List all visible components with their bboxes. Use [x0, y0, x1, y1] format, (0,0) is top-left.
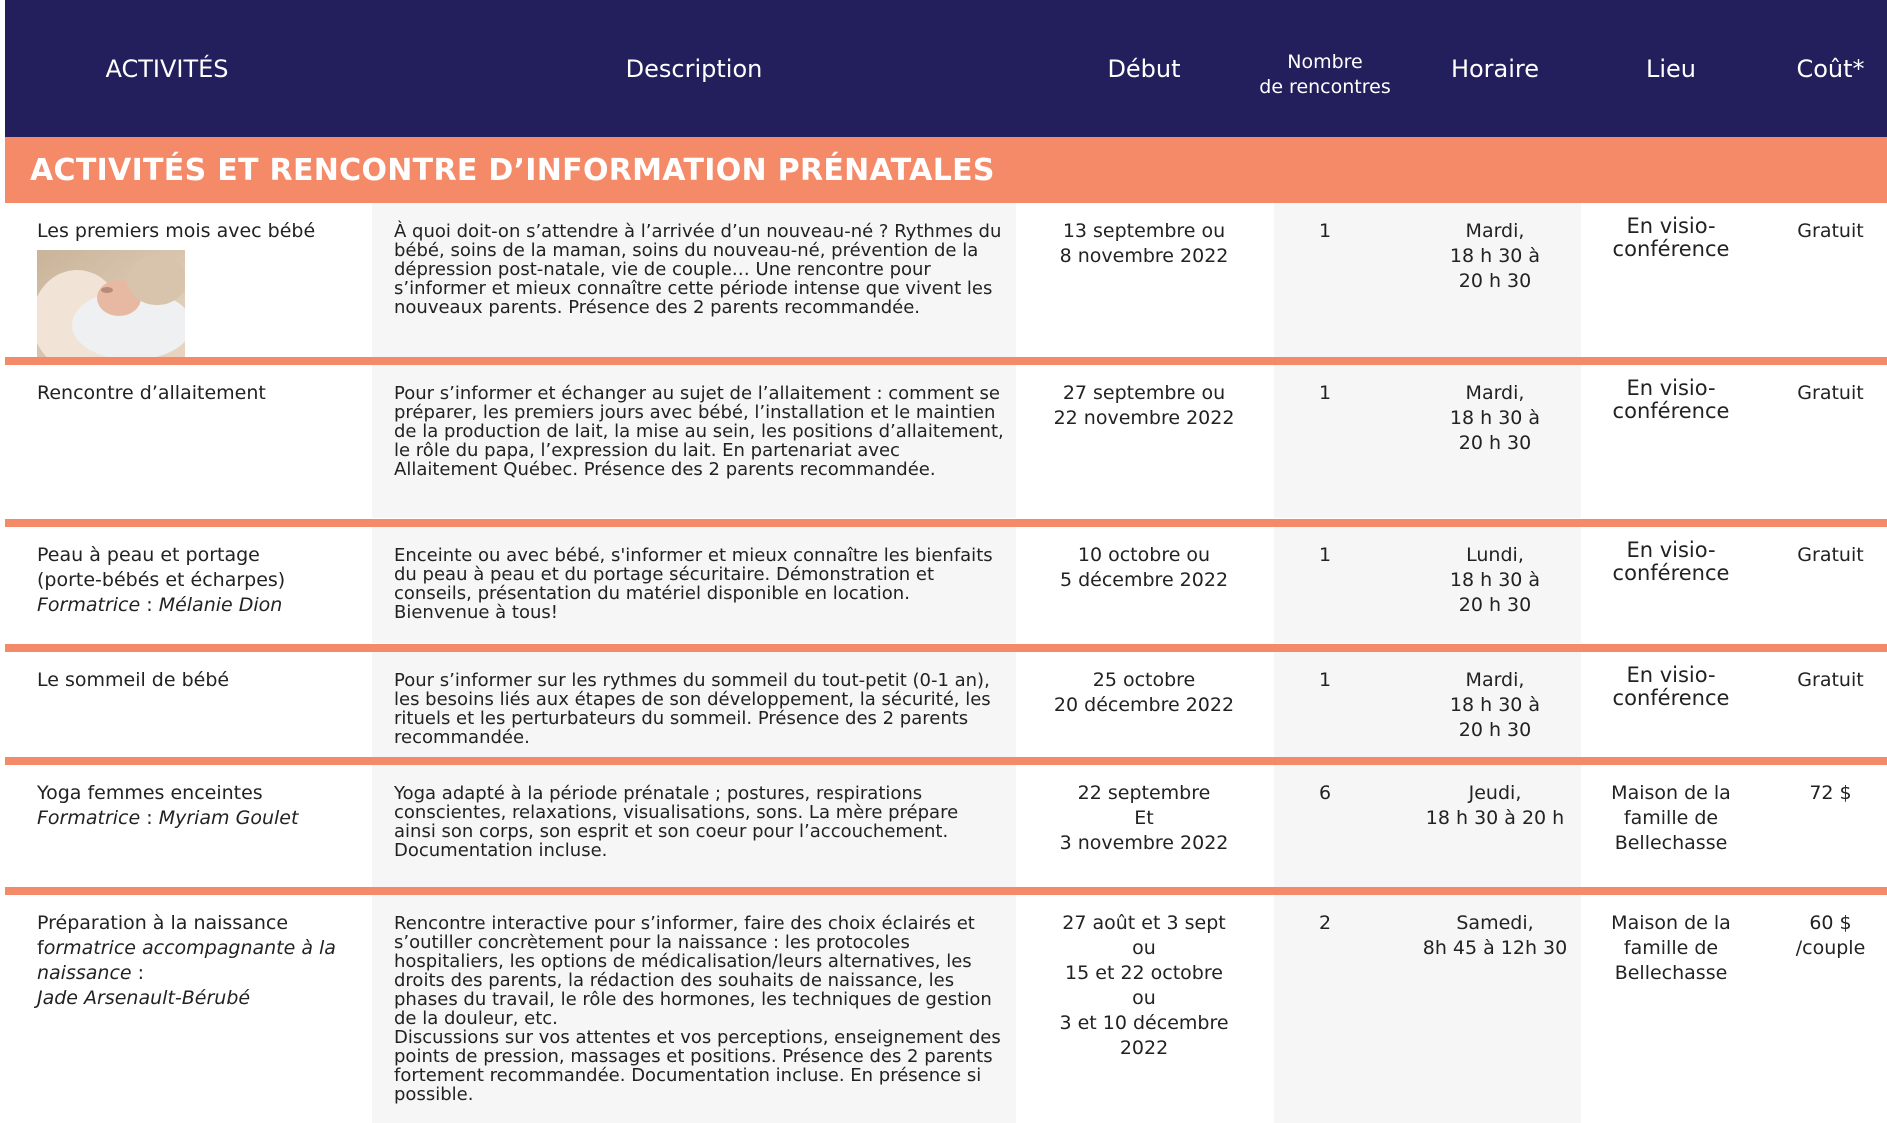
activity-cell	[37, 381, 347, 406]
activity-cell	[37, 543, 347, 618]
header-debut: Début	[1107, 54, 1181, 83]
lieu-line: conférence	[1612, 237, 1730, 261]
activity-cell	[37, 668, 347, 693]
cout-cell	[1773, 911, 1887, 961]
table-row	[5, 652, 1887, 758]
activity-name: Préparation à la naissance	[37, 912, 289, 934]
lieu-line: Bellechasse	[1614, 832, 1728, 854]
activity-name: Yoga femmes enceintes	[37, 782, 263, 804]
lieu-line: famille de	[1623, 937, 1719, 959]
horaire-cell	[1405, 911, 1585, 961]
cout-cell: Gratuit	[1797, 669, 1864, 691]
horaire-cell	[1405, 381, 1585, 456]
horaire-line: Mardi,	[1465, 220, 1525, 242]
lieu-line: En visio-	[1626, 538, 1716, 562]
description-cell	[394, 914, 1004, 1104]
formatrice-name: Mélanie Dion	[158, 594, 283, 616]
horaire-line: 18 h 30 à	[1449, 569, 1541, 591]
nombre-cell: 1	[1318, 220, 1332, 242]
table-row	[5, 365, 1887, 518]
start-line: 22 novembre 2022	[1053, 407, 1235, 429]
formatrice-sep: :	[140, 594, 159, 616]
formatrice	[37, 593, 347, 618]
formatrice	[37, 936, 347, 986]
start-line: 13 septembre ou	[1062, 220, 1226, 242]
activity-name: Les premiers mois avec bébé	[37, 220, 316, 242]
description-cell: Enceinte ou avec bébé, s'informer et mieux connaître les bienfaits du peau à peau et du portage sécuritaire. Démonstration et conseils, présentation du matériel disponible en location. Bienvenue à tous!	[394, 545, 993, 623]
start-line: 20 décembre 2022	[1053, 694, 1235, 716]
table-header	[5, 0, 1887, 137]
table-row	[5, 895, 1887, 1123]
start-line: 5 décembre 2022	[1059, 569, 1229, 591]
nombre-cell: 1	[1318, 382, 1332, 404]
horaire-line: Mardi,	[1465, 669, 1525, 691]
table-row	[5, 527, 1887, 643]
row-divider	[5, 757, 1887, 765]
formatrice-sep: :	[140, 807, 159, 829]
start-line: 27 septembre ou	[1062, 382, 1226, 404]
horaire-line: 8h 45 à 12h 30	[1422, 937, 1568, 959]
row-divider	[5, 357, 1887, 365]
horaire-line: Jeudi,	[1468, 782, 1522, 804]
lieu-line: conférence	[1612, 561, 1730, 585]
activity-name: Le sommeil de bébé	[37, 669, 230, 691]
start-line: 3 et 10 décembre	[1059, 1012, 1229, 1034]
description-cell: À quoi doit-on s’attendre à l’arrivée d’un nouveau-né ? Rythmes du bébé, soins de la maman, soins du nouveau-né, prévention de la dépression post-natale, vie de couple… Une rencontre pour s’informer et mieux connaître cette période intense que vivent les nouveaux parents. Présence des 2 parents recommandée.	[394, 221, 1002, 318]
cout-cell: Gratuit	[1797, 382, 1864, 404]
header-horaire: Horaire	[1450, 54, 1540, 83]
horaire-line: Samedi,	[1456, 912, 1534, 934]
header-description: Description	[625, 54, 763, 83]
cout-line: /couple	[1795, 937, 1866, 959]
header-nombre	[1245, 0, 1405, 137]
start-cell	[1026, 219, 1262, 269]
formatrice-name: Jade Arsenault-Bérubé	[37, 987, 251, 1009]
start-cell	[1026, 668, 1262, 718]
horaire-line: 18 h 30 à 20 h	[1425, 807, 1565, 829]
cout-cell: Gratuit	[1797, 220, 1864, 242]
start-line: 2022	[1119, 1037, 1169, 1059]
start-line: 15 et 22 octobre	[1065, 962, 1223, 984]
lieu-line: famille de	[1623, 807, 1719, 829]
activities-table	[5, 203, 1887, 1123]
start-line: 22 septembre	[1077, 782, 1211, 804]
horaire-line: 20 h 30	[1458, 594, 1532, 616]
lieu-cell	[1581, 539, 1761, 585]
header-nombre-line2: de rencontres	[1259, 75, 1391, 98]
formatrice-label: ormatrice accompagnante à la naissance	[37, 937, 336, 984]
cout-cell: Gratuit	[1797, 544, 1864, 566]
row-divider	[5, 644, 1887, 652]
horaire-cell	[1405, 781, 1585, 831]
description-paragraph: Discussions sur vos attentes et vos perceptions, enseignement des points de pression, massages et positions. Présence des 2 parents fortement recommandée. Documentation incluse. En présence si possible.	[394, 1027, 1001, 1105]
header-nombre-line1: Nombre	[1287, 50, 1363, 73]
lieu-cell	[1581, 781, 1761, 856]
lieu-cell	[1581, 377, 1761, 423]
newborn-photo	[37, 250, 185, 358]
activity-name: (porte-bébés et écharpes)	[37, 569, 286, 591]
formatrice-name: Myriam Goulet	[158, 807, 299, 829]
formatrice-sep: :	[131, 962, 145, 984]
activity-cell	[37, 219, 347, 358]
formatrice-f: f	[37, 937, 44, 959]
nombre-cell: 6	[1318, 782, 1332, 804]
table-row	[5, 765, 1887, 887]
description-cell: Pour s’informer et échanger au sujet de l’allaitement : comment se préparer, les premiers jours avec bébé, l’installation et le maintien de la production de lait, la mise au sein, les positions d’allaitement, le rôle du papa, l’expression du lait. En partenariat avec Allaitement Québec. Présence des 2 parents recommandée.	[394, 383, 1004, 480]
description-cell: Pour s’informer sur les rythmes du sommeil du tout-petit (0-1 an), les besoins liés aux étapes de son développement, la sécurité, les rituels et les perturbateurs du sommeil. Présence des 2 parents recommandée.	[394, 670, 991, 748]
horaire-cell	[1405, 668, 1585, 743]
row-divider	[5, 887, 1887, 895]
lieu-line: conférence	[1612, 399, 1730, 423]
start-line: 10 octobre ou	[1077, 544, 1211, 566]
header-cout: Coût*	[1796, 54, 1865, 83]
start-line: 27 août et 3 sept	[1062, 912, 1226, 934]
activity-cell	[37, 911, 347, 1011]
start-cell	[1026, 381, 1262, 431]
table-row	[5, 203, 1887, 359]
description-paragraph: Rencontre interactive pour s’informer, faire des choix éclairés et s’outiller concrètement pour la naissance : les protocoles hospitaliers, les options de médicalisation/leurs alternatives, les droits des parents, la rédaction des souhaits de naissance, les phases du travail, le rôle des hormones, les techniques de gestion de la douleur, etc.	[394, 913, 992, 1029]
description-cell: Yoga adapté à la période prénatale ; postures, respirations conscientes, relaxations, visualisations, sons. La mère prépare ainsi son corps, son esprit et son coeur pour l’accouchement. Documentation incluse.	[394, 783, 959, 861]
lieu-line: En visio-	[1626, 663, 1716, 687]
horaire-cell	[1405, 219, 1585, 294]
nombre-cell: 1	[1318, 669, 1332, 691]
horaire-line: Lundi,	[1466, 544, 1524, 566]
start-line: ou	[1132, 987, 1156, 1009]
start-line: Et	[1134, 807, 1154, 829]
section-title: ACTIVITÉS ET RENCONTRE D’INFORMATION PRÉNATALES	[5, 137, 1887, 203]
nombre-cell: 2	[1318, 912, 1332, 934]
horaire-line: 20 h 30	[1458, 270, 1532, 292]
nombre-cell: 1	[1318, 544, 1332, 566]
lieu-line: En visio-	[1626, 376, 1716, 400]
horaire-line: 20 h 30	[1458, 719, 1532, 741]
lieu-line: conférence	[1612, 686, 1730, 710]
row-divider	[5, 519, 1887, 527]
header-lieu: Lieu	[1645, 54, 1696, 83]
lieu-line: En visio-	[1626, 214, 1716, 238]
formatrice-label: Formatrice	[37, 594, 141, 616]
horaire-line: 18 h 30 à	[1449, 245, 1541, 267]
horaire-line: 20 h 30	[1458, 432, 1532, 454]
start-cell	[1026, 781, 1262, 856]
start-cell	[1026, 911, 1262, 1061]
start-cell	[1026, 543, 1262, 593]
start-line: 3 novembre 2022	[1059, 832, 1229, 854]
horaire-cell	[1405, 543, 1585, 618]
lieu-line: Maison de la	[1611, 912, 1731, 934]
lieu-cell	[1581, 215, 1761, 261]
cout-cell: 72 $	[1809, 782, 1852, 804]
formatrice	[37, 806, 347, 831]
activity-name: Rencontre d’allaitement	[37, 382, 266, 404]
header-activites: ACTIVITÉS	[105, 54, 229, 83]
lieu-line: Bellechasse	[1614, 962, 1728, 984]
start-line: 8 novembre 2022	[1059, 245, 1229, 267]
activity-name: Peau à peau et portage	[37, 544, 260, 566]
start-line: 25 octobre	[1092, 669, 1196, 691]
formatrice-label: Formatrice	[37, 807, 141, 829]
cout-line: 60 $	[1809, 912, 1852, 934]
horaire-line: 18 h 30 à	[1449, 694, 1541, 716]
lieu-line: Maison de la	[1611, 782, 1731, 804]
lieu-cell	[1581, 911, 1761, 986]
horaire-line: 18 h 30 à	[1449, 407, 1541, 429]
start-line: ou	[1132, 937, 1156, 959]
horaire-line: Mardi,	[1465, 382, 1525, 404]
activity-cell	[37, 781, 347, 831]
lieu-cell	[1581, 664, 1761, 710]
